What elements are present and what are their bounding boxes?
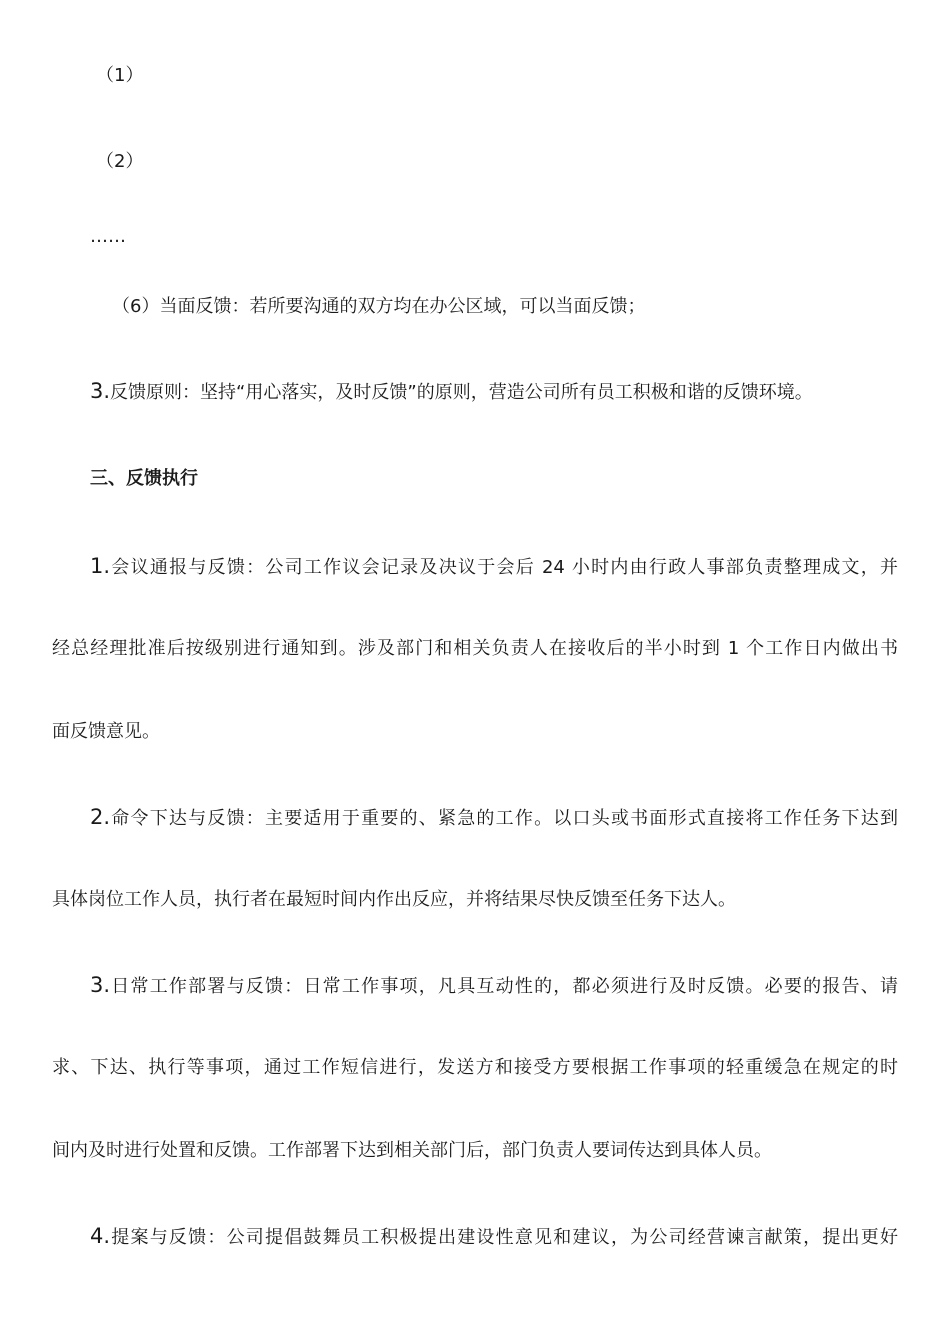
para3-line1 xyxy=(90,972,898,1000)
list-item-2: （2） xyxy=(96,151,144,172)
para1-line3: 面反馈意见。 xyxy=(52,721,160,742)
para1-number: 1. xyxy=(90,554,111,578)
principle-paragraph xyxy=(90,378,813,406)
para2-number: 2. xyxy=(90,805,111,829)
para1-line1 xyxy=(90,553,898,581)
para2-text1: 命令下达与反馈：主要适用于重要的、紧急的工作。以口头或书面形式直接将工作任务下达到 xyxy=(110,808,898,829)
para1-line2: 经总经理批准后按级别进行通知到。涉及部门和相关负责人在接收后的半小时到 1 个工作日内做出书 xyxy=(52,638,898,659)
para4-line1 xyxy=(90,1223,898,1251)
para3-line3: 间内及时进行处置和反馈。工作部署下达到相关部门后，部门负责人要词传达到具体人员。 xyxy=(52,1140,772,1161)
para3-text1: 日常工作部署与反馈：日常工作事项，凡具互动性的，都必须进行及时反馈。必要的报告、请 xyxy=(110,976,898,997)
para3-number: 3. xyxy=(90,973,111,997)
para1-text1: 会议通报与反馈：公司工作议会记录及决议于会后 24 小时内由行政人事部负责整理成文，并 xyxy=(110,557,898,578)
para2-line1 xyxy=(90,804,898,832)
para3-line2: 求、下达、执行等事项，通过工作短信进行，发送方和接受方要根据工作事项的轻重缓急在规定的时 xyxy=(52,1057,898,1078)
section-heading: 三、反馈执行 xyxy=(90,468,198,489)
para2-line2: 具体岗位工作人员，执行者在最短时间内作出反应，并将结果尽快反馈至任务下达人。 xyxy=(52,889,736,910)
ellipsis: …… xyxy=(90,226,126,247)
list-item-6: （6）当面反馈：若所要沟通的双方均在办公区域，可以当面反馈； xyxy=(112,296,646,317)
principle-text: 反馈原则：坚持“用心落实，及时反馈”的原则，营造公司所有员工积极和谐的反馈环境。 xyxy=(110,382,813,403)
principle-number: 3. xyxy=(90,379,111,403)
list-item-1: （1） xyxy=(96,65,144,86)
para4-number: 4. xyxy=(90,1224,111,1248)
para4-text1: 提案与反馈：公司提倡鼓舞员工积极提出建设性意见和建议，为公司经营谏言献策，提出更好 xyxy=(110,1227,898,1248)
